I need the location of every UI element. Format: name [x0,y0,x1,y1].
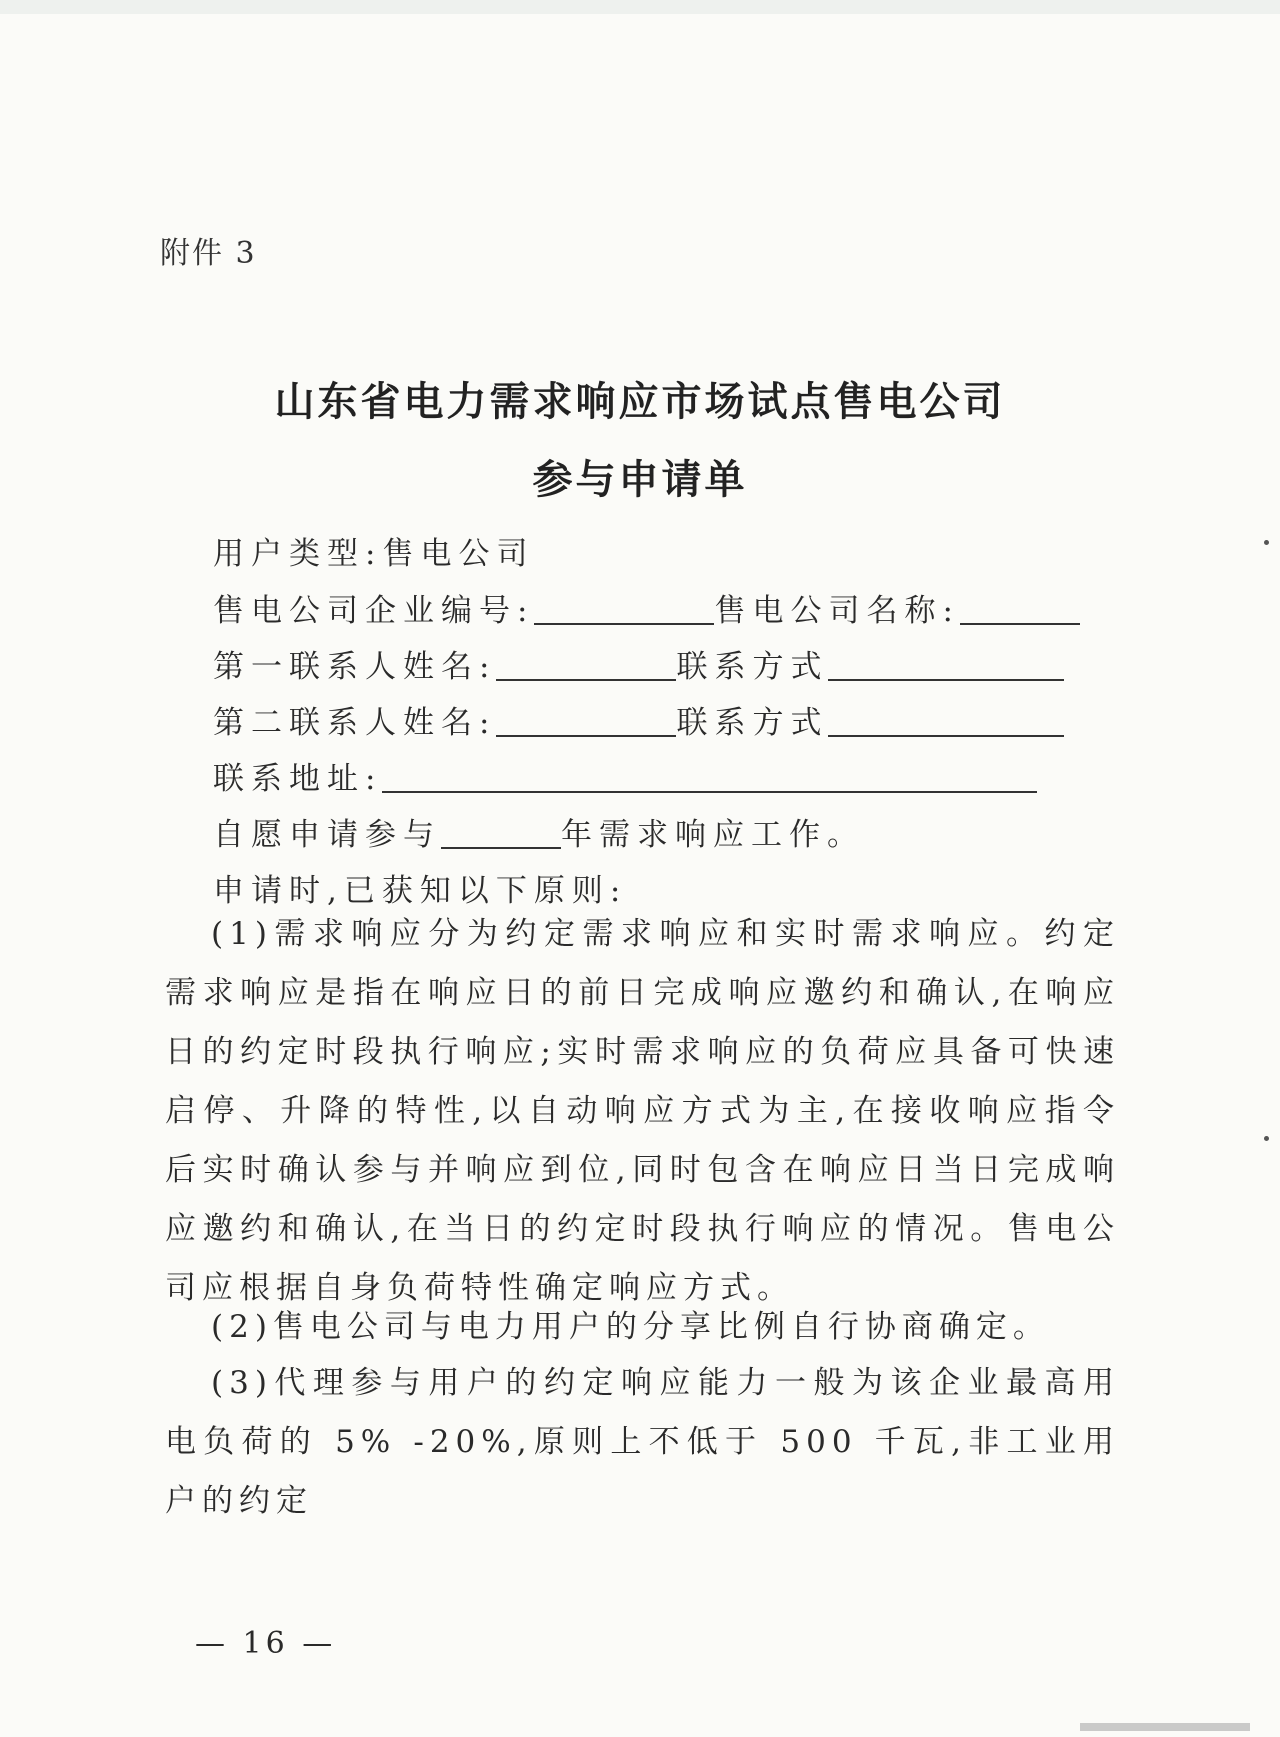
company-name-field[interactable] [960,593,1080,625]
contact2-row [213,697,1064,742]
principles-intro: 申请时,已获知以下原则: [213,873,628,909]
apply-year-field[interactable] [441,817,561,849]
contact1-phone-label: 联系方式 [676,649,829,685]
contact2-phone-field[interactable] [828,705,1064,737]
contact1-name-label: 第一联系人姓名: [213,649,497,685]
binding-hole-mark [1264,1136,1269,1141]
apply-row [213,809,865,854]
contact1-row [213,641,1064,686]
scan-corner-smudge [1080,1723,1250,1731]
page-number: — 16 — [195,1626,337,1661]
annex-label: 附件 3 [160,236,257,271]
principle-1: (1)需求响应分为约定需求响应和实时需求响应。约定需求响应是指在响应日的前日完成响应邀约和确认,在响应日的约定时段执行响应;实时需求响应的负荷应具备可快速启停、升降的特性,以自动响应方式为主,在接收响应指令后实时确认参与并响应到位,同时包含在响应日当日完成响应邀约和确认,在当日的约定时段执行响应的情况。售电公司应根据自身负荷特性确定响应方式。 [165,916,1120,1306]
apply-prefix: 自愿申请参与 [213,817,441,853]
contact2-name-field[interactable] [496,705,676,737]
contact1-name-field[interactable] [496,649,676,681]
company-code-label: 售电公司企业编号: [213,593,535,629]
company-name-label: 售电公司名称: [714,593,960,629]
company-code-row [213,585,1080,630]
principle-2: (2)售电公司与电力用户的分享比例自行协商确定。 [211,1309,1050,1345]
contact2-name-label: 第二联系人姓名: [213,705,497,741]
address-row [213,753,1037,798]
scan-top-edge [0,0,1280,14]
binding-hole-mark [1264,540,1269,545]
user-type-line: 用户类型:售电公司 [213,536,535,572]
principle-3: (3)代理参与用户的约定响应能力一般为该企业最高用电负荷的 5% -20%,原则上不低于 500 千瓦,非工业用户的约定 [165,1365,1120,1519]
address-label: 联系地址: [213,761,383,797]
document-subtitle: 参与申请单 [532,456,748,503]
contact1-phone-field[interactable] [828,649,1064,681]
contact2-phone-label: 联系方式 [676,705,829,741]
company-code-field[interactable] [534,593,714,625]
apply-suffix: 年需求响应工作。 [561,817,865,853]
address-field[interactable] [382,761,1037,793]
document-title: 山东省电力需求响应市场试点售电公司 [274,378,1006,425]
